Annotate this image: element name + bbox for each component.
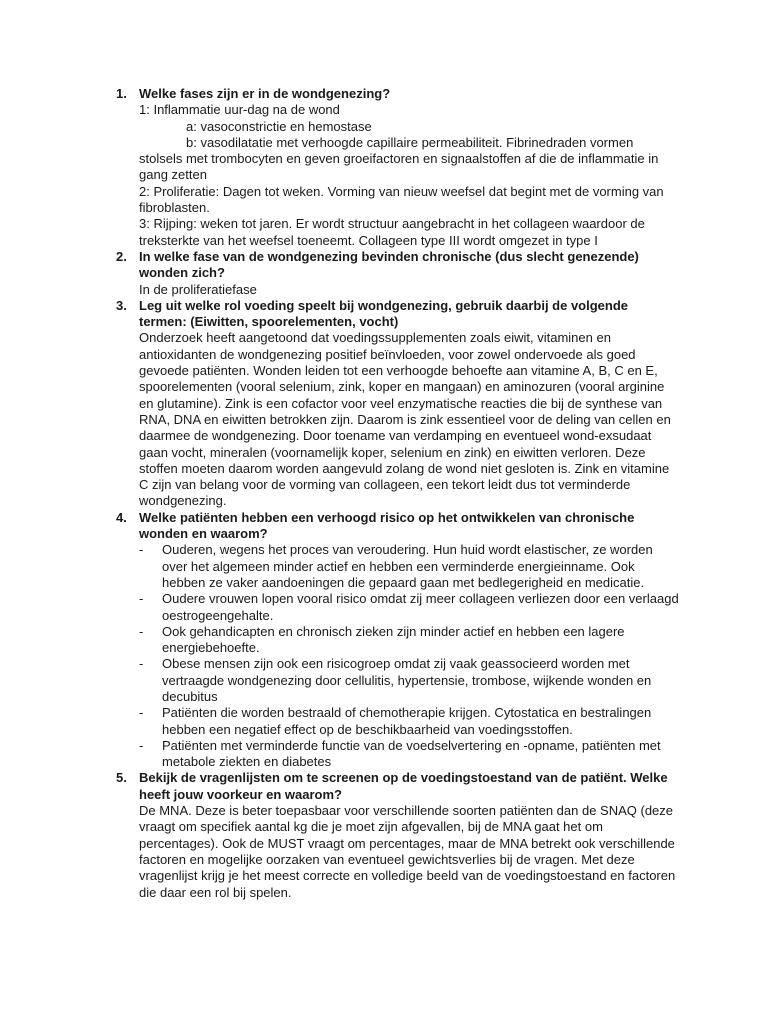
answer-subline: a: vasoconstrictie en hemostase (186, 118, 372, 134)
question-number: 2. (116, 248, 127, 264)
list-item-text: Oudere vrouwen lopen vooral risico omdat zij meer collageen verliezen door een verlaagd oestrogeengehalte. (162, 591, 679, 623)
question-1 (116, 86, 679, 249)
list-item (139, 542, 679, 591)
list-item-text: Patiënten die worden bestraald of chemotherapie krijgen. Cytostatica en bestralingen hebben een negatief effect op de beschikbaarheid van voedingsstoffen. (162, 705, 652, 737)
answer-subline: b: vasodilatatie met verhoogde capillaire permeabiliteit. Fibrinedraden vormen stolsels met trombocyten en geven groeifactoren en signaalstoffen af die de inflammatie in gang zetten (139, 134, 659, 183)
dash-marker: - (139, 623, 144, 639)
list-item (139, 705, 679, 738)
question-number: 3. (116, 297, 127, 313)
list-item-text: Ook gehandicapten en chronisch zieken zijn minder actief en hebben een lagere energiebehoefte. (162, 623, 625, 656)
document-page (0, 86, 768, 901)
answer-line: In de proliferatiefase (139, 281, 257, 297)
answer-line: 2: Proliferatie: Dagen tot weken. Vorming van nieuw weefsel dat begint met de vorming van fibroblasten. (139, 183, 664, 216)
answer-paragraph: De MNA. Deze is beter toepasbaar voor verschillende soorten patiënten dan de SNAQ (deze vraagt om specifiek aantal kg die je moet zijn afgevallen, bij de MNA gaat het om percentages). Ook de MUST vraagt om percentages, maar de MNA betrekt ook verschillende factoren en mogelijke oorzaken van eventueel gewichtsverlies bij de vragen. Met deze vragenlijst krijg je het meest correcte en volledige beeld van de voedingstoestand en factoren die daar een rol bij spelen. (139, 803, 676, 900)
dash-marker: - (139, 705, 144, 721)
question-4 (116, 509, 679, 771)
question-3 (116, 297, 679, 510)
question-title: Bekijk de vragenlijsten om te screenen op de voedingstoestand van de patiënt. Welke heeft jouw voorkeur en waarom? (139, 770, 668, 802)
answer-line: 3: Rijping: weken tot jaren. Er wordt structuur aangebracht in het collageen waardoor de treksterkte van het weefsel toeneemt. Collageen type III wordt omgezet in type I (139, 216, 645, 248)
list-item (139, 656, 679, 705)
question-title: In welke fase van de wondgenezing bevinden chronische (dus slecht genezende) wonden zich? (139, 248, 639, 281)
list-item (139, 591, 679, 624)
answer-line: 1: Inflammatie uur-dag na de wond (139, 102, 340, 118)
question-number: 1. (116, 86, 127, 101)
question-title: Welke fases zijn er in de wondgenezing? (139, 86, 391, 101)
question-2 (116, 248, 679, 298)
answer-paragraph: Onderzoek heeft aangetoond dat voedingssupplementen zoals eiwit, vitaminen en antioxidanten de wondgenezing positief beïnvloeden, voor zowel ondervoede als goed gevoede patiënten. Wonden leiden tot een verhoogde behoefte aan vitamine A, B, C en E, spoorelementen (vooral selenium, zink, koper en mangaan) en aminozuren (vooral arginine en glutamine). Zink is een cofactor voor veel enzymatische reacties die bij de synthese van RNA, DNA en eiwitten betrokken zijn. Daarom is zink essentieel voor de deling van cellen en daarmee de wondgenezing. Door toename van verdamping en eventueel wond-exsudaat gaan vocht, mineralen (voornamelijk koper, selenium en zink) en eiwitten verloren. Deze stoffen moeten daarom worden aangevuld zolang de wond niet gesloten is. Zink en vitamine C zijn van belang voor de vorming van collageen, een tekort leidt dus tot verminderde wondgenezing. (139, 330, 671, 509)
list-item-text: Patiënten met verminderde functie van de voedselvertering en -opname, patiënten met metabole ziekten en diabetes (162, 737, 661, 770)
dash-marker: - (139, 737, 144, 753)
dash-marker: - (139, 591, 144, 607)
question-title: Welke patiënten hebben een verhoogd risico op het ontwikkelen van chronische wonden en waarom? (139, 509, 635, 542)
list-item (139, 738, 679, 771)
risk-list (139, 542, 679, 770)
list-item-text: Obese mensen zijn ook een risicogroep omdat zij vaak geassocieerd worden met vertraagde wondgenezing door cellulitis, hypertensie, trombose, wijkende wonden en decubitus (162, 656, 652, 704)
dash-marker: - (139, 542, 144, 558)
list-item (139, 624, 679, 657)
question-number: 4. (116, 509, 127, 525)
question-title: Leg uit welke rol voeding speelt bij wondgenezing, gebruik daarbij de volgende termen: (Eiwitten, spoorelementen, vocht) (139, 297, 629, 330)
list-item-text: Ouderen, wegens het proces van veroudering. Hun huid wordt elastischer, ze worden over het algemeen minder actief en hebben een verminderde energieinname. Ook hebben ze vaker aandoeningen die gepaard gaan met bedlegerigheid en medicatie. (162, 542, 653, 590)
question-5 (116, 770, 679, 900)
dash-marker: - (139, 656, 144, 672)
question-number: 5. (116, 770, 127, 786)
